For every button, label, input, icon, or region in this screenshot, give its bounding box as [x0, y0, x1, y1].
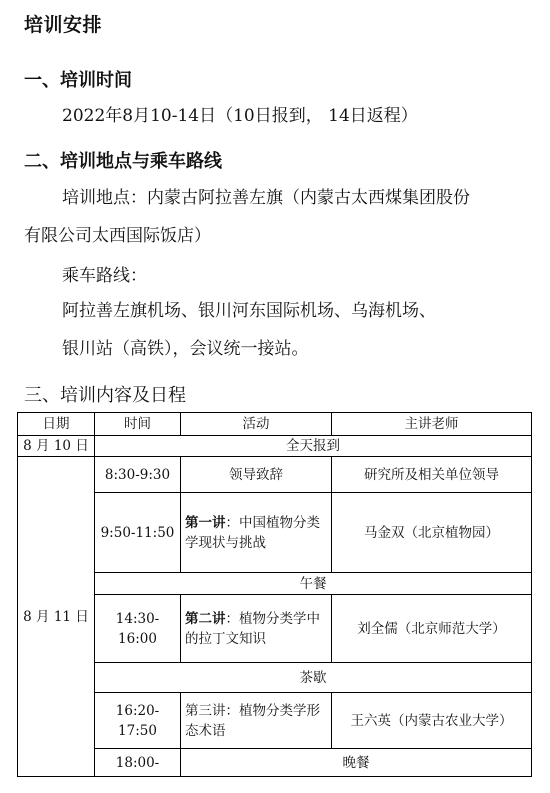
row-time: 8:30-9:30 [95, 457, 181, 493]
table-row [18, 663, 532, 693]
row-time: 16:20-17:50 [95, 693, 181, 749]
table-row [18, 693, 532, 749]
section2-heading: 二、培训地点与乘车路线 [24, 151, 222, 172]
training-time-text: 2022年8月10-14日（10日报到， 14日返程） [62, 106, 418, 126]
day1-date: 8 月 10 日 [18, 436, 95, 457]
header-teacher: 主讲老师 [332, 413, 532, 436]
lecture-title: ：中国植物分类学现状与挑战 [185, 514, 320, 551]
row-teacher: 刘全儒（北京师范大学） [332, 595, 532, 663]
table-row [18, 457, 532, 493]
table-header-row [18, 413, 532, 436]
header-activity: 活动 [181, 413, 332, 436]
row-teacher: 马金双（北京植物园） [332, 493, 532, 573]
schedule-table [17, 412, 532, 777]
page-title: 培训安排 [24, 14, 103, 36]
dinner-activity: 晚餐 [181, 749, 532, 777]
location-line-2: 有限公司太西国际饭店） [24, 226, 211, 246]
lecture-title: ：植物分类学中的拉丁文知识 [185, 610, 320, 647]
table-row [18, 749, 532, 777]
row-activity [181, 595, 332, 663]
row-activity [181, 493, 332, 573]
lecture-label: 第二讲 [185, 610, 226, 627]
tea-break: 茶歇 [95, 663, 532, 693]
route-line-1: 阿拉善左旗机场、银川河东国际机场、乌海机场、 [62, 301, 436, 321]
table-row [18, 493, 532, 573]
lunch-break: 午餐 [95, 573, 532, 595]
section3-heading: 三、培训内容及日程 [24, 385, 186, 406]
header-time: 时间 [95, 413, 181, 436]
row-activity: 第三讲：植物分类学形态术语 [181, 693, 332, 749]
row-time: 18:00- [95, 749, 181, 777]
route-label: 乘车路线： [62, 266, 147, 286]
row-teacher: 研究所及相关单位领导 [332, 457, 532, 493]
table-row [18, 595, 532, 663]
day1-activity: 全天报到 [95, 436, 532, 457]
table-row [18, 436, 532, 457]
location-line-1: 培训地点：内蒙古阿拉善左旗（内蒙古太西煤集团股份 [62, 188, 470, 208]
row-time: 14:30-16:00 [95, 595, 181, 663]
lecture-label: 第一讲 [185, 514, 226, 531]
table-row [18, 573, 532, 595]
row-teacher: 王六英（内蒙古农业大学） [332, 693, 532, 749]
header-date: 日期 [18, 413, 95, 436]
day2-date: 8 月 11 日 [18, 457, 95, 777]
row-activity: 领导致辞 [181, 457, 332, 493]
section1-heading: 一、培训时间 [24, 70, 132, 91]
route-line-2: 银川站（高铁），会议统一接站。 [62, 339, 309, 359]
row-time: 9:50-11:50 [95, 493, 181, 573]
